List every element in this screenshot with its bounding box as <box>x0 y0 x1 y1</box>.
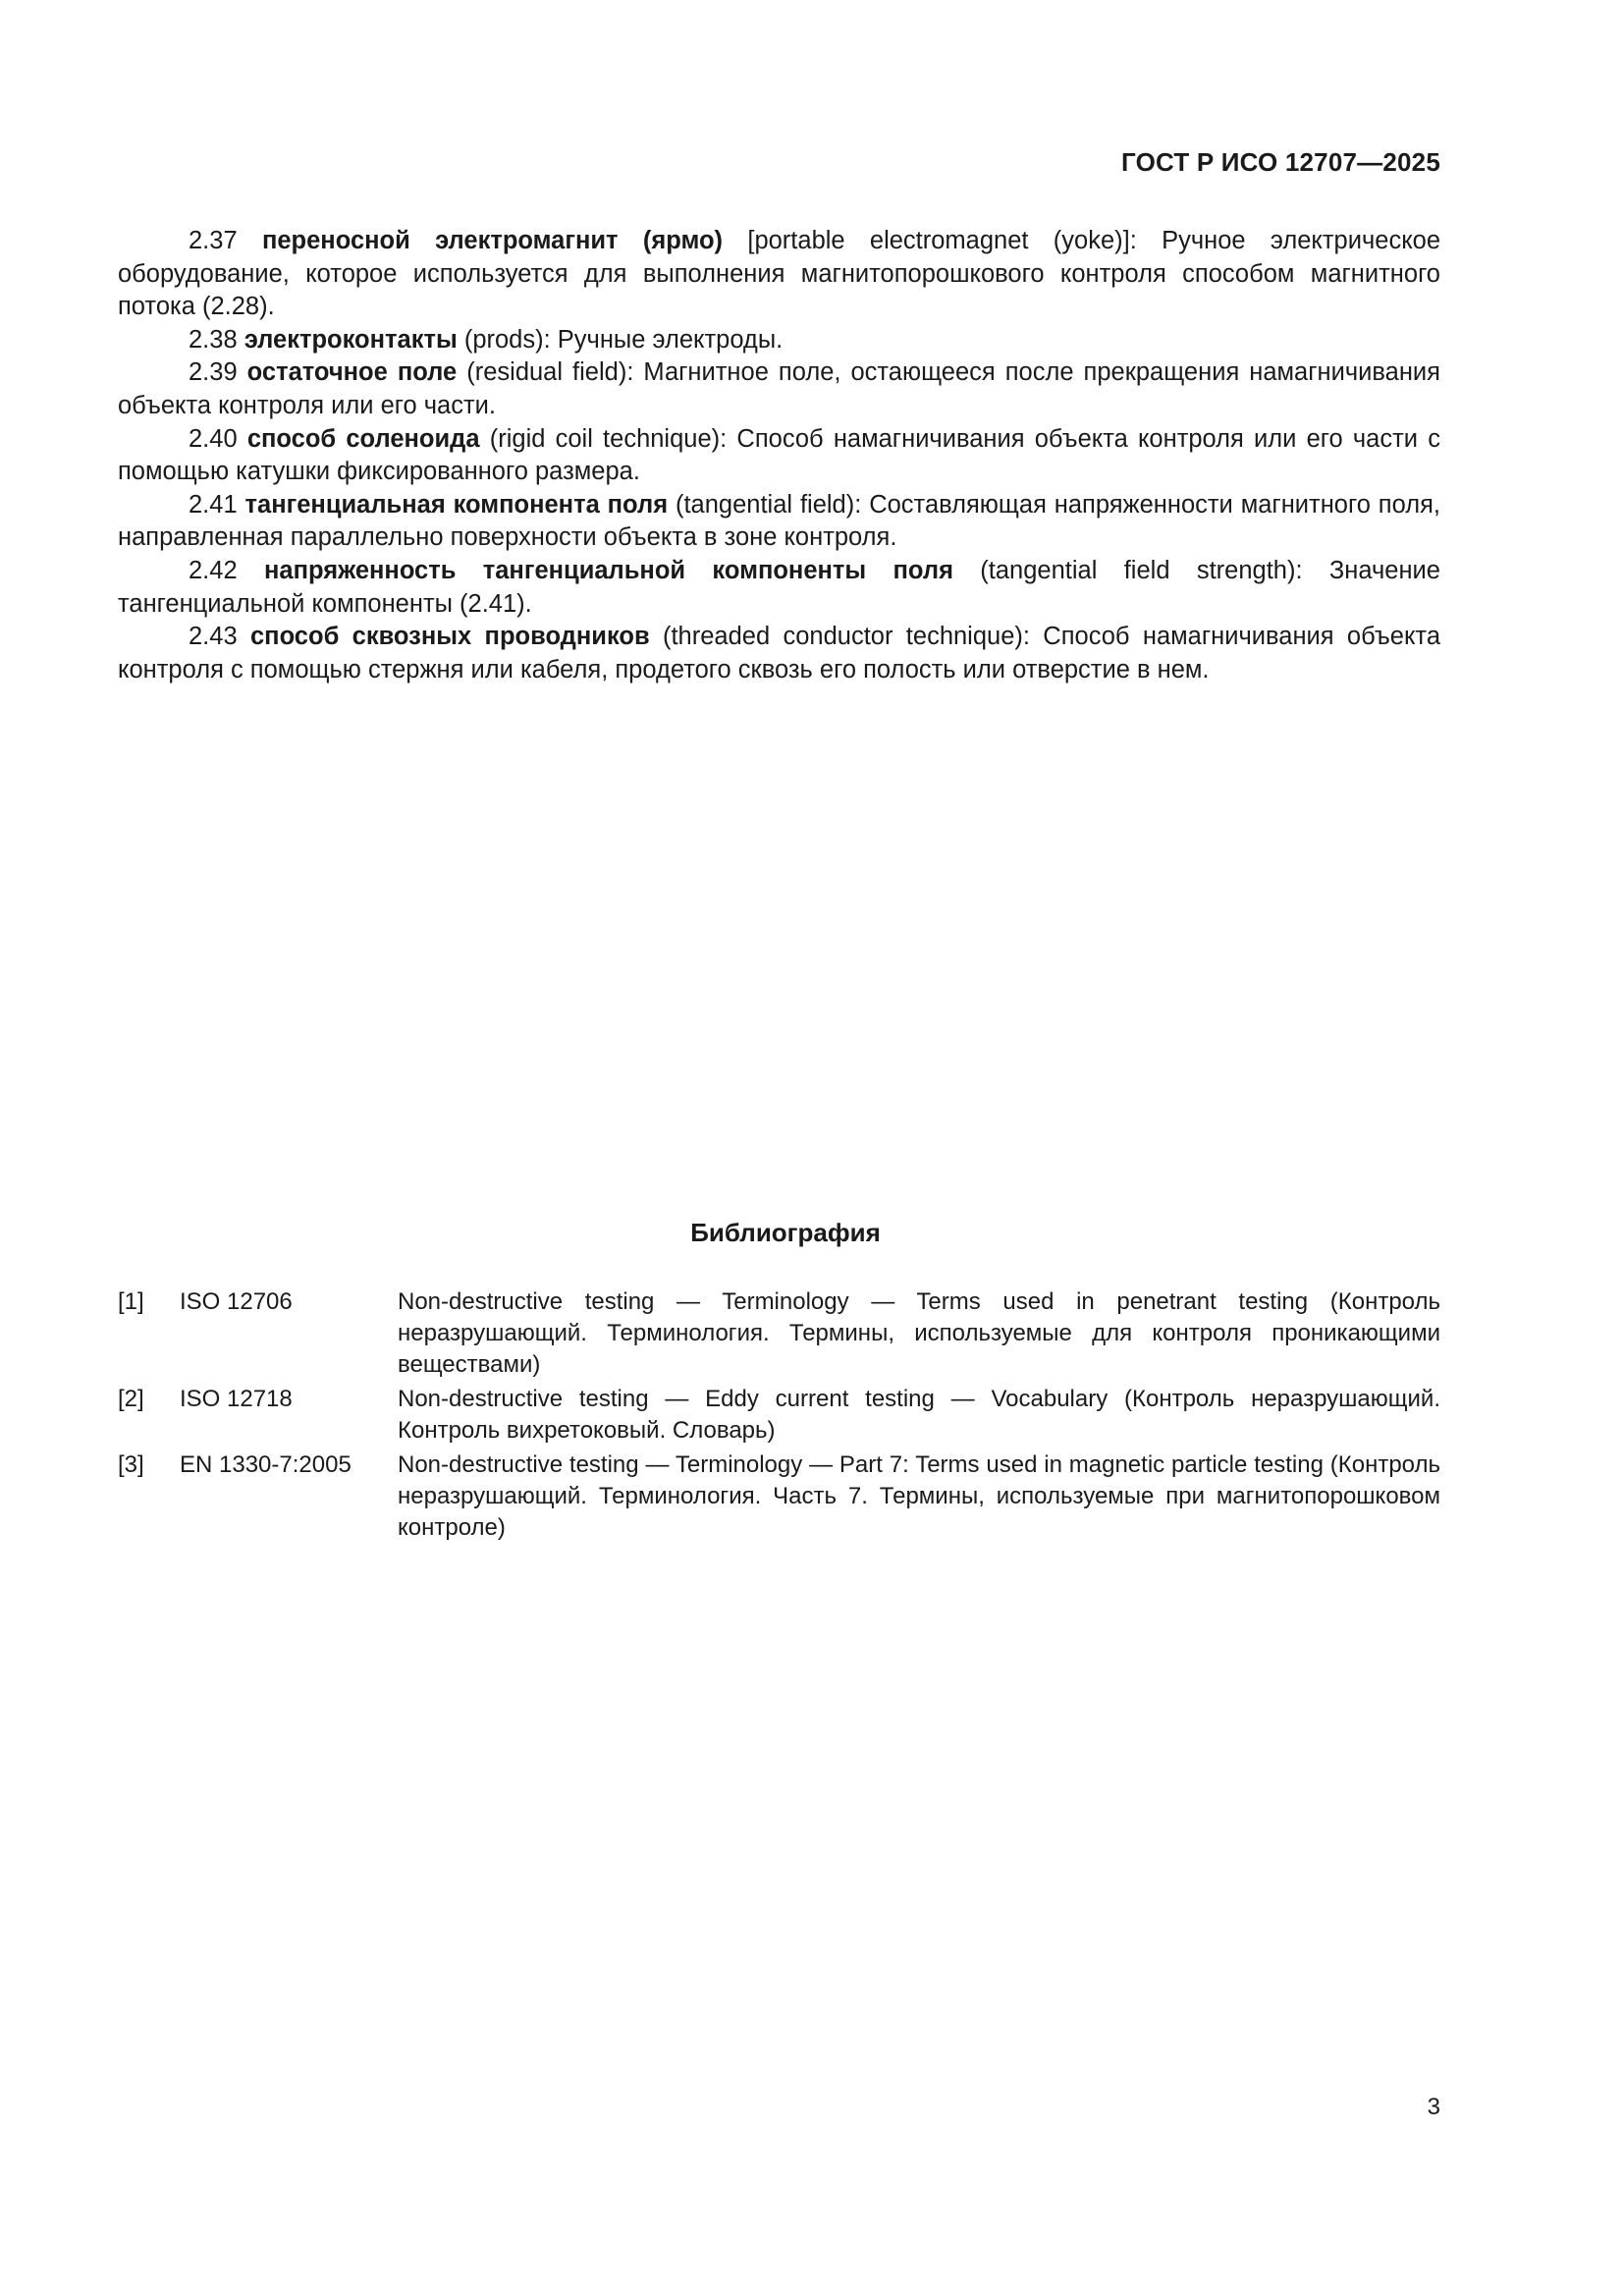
term-number: 2.37 <box>189 227 238 254</box>
term-number: 2.39 <box>189 358 238 387</box>
term-english: (prods) <box>463 325 544 354</box>
bibliography-entry <box>118 1286 1440 1381</box>
term-english: (residual field) <box>466 358 627 387</box>
term-name: способ сквозных проводников <box>249 623 650 651</box>
term-entry <box>118 225 1440 324</box>
term-entry <box>118 423 1440 489</box>
term-definition: : Ручные электроды. <box>543 325 784 354</box>
term-name: электроконтакты <box>243 325 458 354</box>
bibliography-description: Non-destructive testing — Eddy current testing — Vocabulary (Контроль неразрушающий. Контроль вихретоковый. Словарь) <box>398 1386 1440 1444</box>
term-entry <box>118 324 1440 357</box>
bibliography-number: [1] <box>118 1288 144 1315</box>
term-entry <box>118 356 1440 422</box>
bibliography-description: Non-destructive testing — Terminology — Terms used in penetrant testing (Контроль неразрушающий. Терминология. Термины, используемые для контроля проникающими веществами) <box>398 1288 1440 1378</box>
term-english: (threaded conductor technique) <box>662 623 1023 651</box>
term-definition: : Ручное электрическое оборудование, которое используется для выполнения магнитопорошкового контроля способом магнитного потока (2.28). <box>118 227 1440 321</box>
bibliography-entry <box>118 1384 1440 1447</box>
term-entry <box>118 555 1440 621</box>
term-definition: : Составляющая напряженности магнитного поля, направленная параллельно поверхности объекта в зоне контроля. <box>118 490 1440 552</box>
term-definition: : Значение тангенциальной компоненты (2.41). <box>118 556 1440 618</box>
term-definition: : Способ намагничивания объекта контроля с помощью стержня или кабеля, продетого сквозь его полость или отверстие в нем. <box>118 623 1440 683</box>
term-name: переносной электромагнит (ярмо) <box>261 227 724 254</box>
bibliography-code: ISO 12706 <box>180 1288 293 1315</box>
term-name: остаточное поле <box>246 358 458 387</box>
terms-section <box>118 225 1440 686</box>
document-header: ГОСТ Р ИСО 12707—2025 <box>1120 147 1440 177</box>
bibliography-list <box>118 1286 1440 1547</box>
term-number: 2.43 <box>189 623 238 651</box>
term-definition: : Магнитное поле, остающееся после прекращения намагничивания объекта контроля или его части. <box>118 358 1440 419</box>
bibliography-entry <box>118 1449 1440 1544</box>
term-number: 2.40 <box>189 424 238 453</box>
term-name: напряженность тангенциальной компоненты поля <box>263 556 953 584</box>
bibliography-code: ISO 12718 <box>180 1386 293 1412</box>
bibliography-number: [3] <box>118 1451 144 1478</box>
term-english: (tangential field) <box>675 490 855 519</box>
term-definition: : Способ намагничивания объекта контроля или его части с помощью катушки фиксированного размера. <box>118 424 1440 486</box>
term-entry <box>118 489 1440 555</box>
bibliography-number: [2] <box>118 1386 144 1412</box>
term-english: (rigid coil technique) <box>489 424 721 453</box>
bibliography-code: EN 1330-7:2005 <box>180 1451 352 1478</box>
term-name: тангенциальная компонента поля <box>244 490 669 519</box>
term-number: 2.41 <box>189 490 238 519</box>
term-english: [portable electromagnet (yoke)] <box>747 227 1130 254</box>
term-name: способ соленоида <box>246 424 480 453</box>
bibliography-title: Библиография <box>690 1218 881 1247</box>
page-number: 3 <box>1427 2094 1440 2120</box>
term-english: (tangential field strength) <box>980 556 1296 584</box>
bibliography-description: Non-destructive testing — Terminology — Part 7: Terms used in magnetic particle testing (Контроль неразрушающий. Терминология. Часть 7. Термины, используемые при магнитопорошковом контроле) <box>398 1451 1440 1541</box>
term-number: 2.38 <box>189 325 238 354</box>
term-number: 2.42 <box>189 556 238 584</box>
term-entry <box>118 621 1440 686</box>
